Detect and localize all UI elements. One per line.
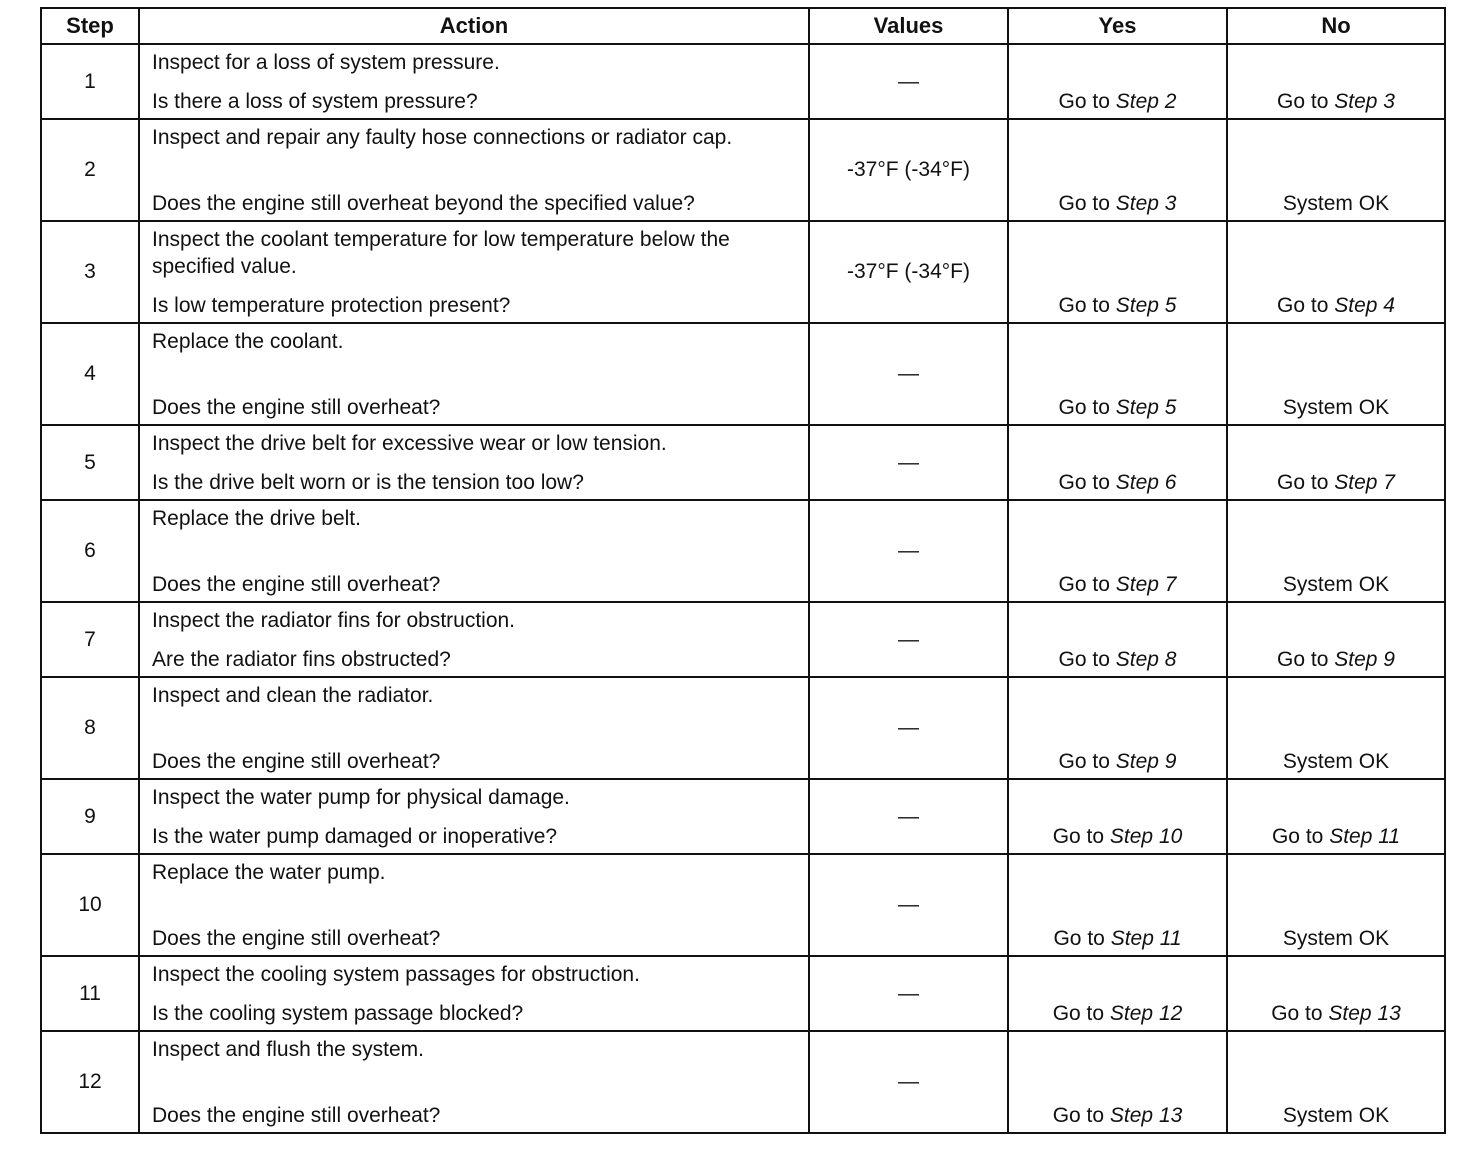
table-row: [41, 854, 1445, 956]
yes-cell: [1008, 119, 1227, 221]
action-text: [152, 324, 798, 424]
no-cell: [1227, 323, 1445, 425]
action-line: Inspect the coolant temperature for low temperature below the specified value.: [152, 228, 730, 278]
table-row: [41, 44, 1445, 119]
action-text: [152, 426, 798, 499]
yes-cell: [1008, 425, 1227, 500]
yes-prefix: Go to: [1058, 396, 1110, 419]
yes-prefix: Go to: [1053, 927, 1105, 950]
table-row: [41, 500, 1445, 602]
no-prefix: Go to: [1271, 1002, 1323, 1025]
yes-prefix: Go to: [1058, 750, 1110, 773]
yes-step-ref: Step 6: [1115, 471, 1177, 494]
header-step: Step: [41, 8, 139, 44]
action-line: Does the engine still overheat?: [152, 927, 441, 950]
no-step-ref: Step 3: [1334, 90, 1395, 113]
no-prefix: System OK: [1282, 192, 1390, 215]
step-number: 10: [41, 854, 139, 956]
table-row: [41, 956, 1445, 1031]
yes-prefix: Go to: [1052, 1104, 1105, 1127]
header-no: No: [1227, 8, 1445, 44]
action-cell: [139, 1031, 809, 1133]
header-values: Values: [809, 8, 1008, 44]
value-cell: —: [809, 677, 1008, 779]
yes-step-ref: Step 8: [1115, 648, 1177, 671]
action-line: Inspect and flush the system.: [152, 1038, 424, 1061]
action-text: [152, 855, 798, 955]
action-line: Inspect the radiator fins for obstruction.: [152, 609, 516, 632]
action-line: Does the engine still overheat?: [152, 750, 441, 773]
yes-step-ref: Step 11: [1110, 927, 1182, 950]
step-number: 12: [41, 1031, 139, 1133]
action-text: [152, 120, 798, 220]
diagnostic-table: [40, 7, 1446, 1134]
action-text: [152, 957, 798, 1030]
yes-cell: [1008, 779, 1227, 854]
yes-cell: [1008, 500, 1227, 602]
action-cell: [139, 677, 809, 779]
no-prefix: Go to: [1277, 471, 1329, 494]
action-text: [152, 603, 798, 676]
action-text: [152, 678, 798, 778]
no-prefix: Go to: [1277, 294, 1329, 317]
action-cell: [139, 119, 809, 221]
action-text: [152, 222, 798, 322]
no-prefix: Go to: [1271, 825, 1324, 848]
action-line: Is the drive belt worn or is the tension too low?: [152, 471, 584, 494]
action-line: Inspect the cooling system passages for obstruction.: [152, 963, 640, 986]
step-number: 3: [41, 221, 139, 323]
no-prefix: Go to: [1277, 648, 1329, 671]
yes-step-ref: Step 13: [1109, 1104, 1183, 1127]
value-cell: —: [809, 602, 1008, 677]
yes-step-ref: Step 5: [1115, 396, 1177, 419]
yes-step-ref: Step 10: [1109, 825, 1183, 848]
action-cell: [139, 323, 809, 425]
no-cell: [1227, 1031, 1445, 1133]
action-line: Inspect and repair any faulty hose connections or radiator cap.: [152, 126, 733, 149]
no-prefix: Go to: [1277, 90, 1329, 113]
no-prefix: System OK: [1282, 396, 1390, 419]
value-cell: —: [809, 44, 1008, 119]
yes-cell: [1008, 602, 1227, 677]
yes-prefix: Go to: [1058, 648, 1110, 671]
yes-cell: [1008, 323, 1227, 425]
no-cell: [1227, 956, 1445, 1031]
action-text: [152, 1032, 798, 1132]
table-row: [41, 1031, 1445, 1133]
yes-cell: [1008, 221, 1227, 323]
yes-step-ref: Step 9: [1115, 750, 1177, 773]
no-cell: [1227, 119, 1445, 221]
no-cell: [1227, 425, 1445, 500]
action-line: Does the engine still overheat?: [152, 396, 441, 419]
no-step-ref: Step 4: [1334, 294, 1395, 317]
action-line: Does the engine still overheat?: [152, 573, 441, 596]
action-line: Inspect the drive belt for excessive wear or low tension.: [152, 432, 667, 455]
step-number: 9: [41, 779, 139, 854]
header-yes: Yes: [1008, 8, 1227, 44]
yes-prefix: Go to: [1058, 192, 1110, 215]
yes-step-ref: Step 5: [1115, 294, 1177, 317]
action-line: Is low temperature protection present?: [152, 294, 511, 317]
yes-cell: [1008, 44, 1227, 119]
yes-step-ref: Step 2: [1115, 90, 1177, 113]
table-row: [41, 221, 1445, 323]
no-cell: [1227, 44, 1445, 119]
action-line: Are the radiator fins obstructed?: [152, 648, 451, 671]
no-cell: [1227, 221, 1445, 323]
action-line: Replace the drive belt.: [152, 507, 361, 530]
action-line: Does the engine still overheat?: [152, 1104, 441, 1127]
table-row: [41, 425, 1445, 500]
step-number: 5: [41, 425, 139, 500]
yes-prefix: Go to: [1052, 1002, 1105, 1025]
no-prefix: System OK: [1282, 750, 1390, 773]
no-step-ref: Step 7: [1334, 471, 1395, 494]
action-line: Inspect the water pump for physical damage.: [152, 786, 570, 809]
action-line: Inspect for a loss of system pressure.: [152, 51, 500, 74]
action-line: Replace the coolant.: [152, 330, 344, 353]
action-cell: [139, 425, 809, 500]
action-cell: [139, 602, 809, 677]
step-number: 7: [41, 602, 139, 677]
value-cell: —: [809, 500, 1008, 602]
yes-cell: [1008, 1031, 1227, 1133]
table-row: [41, 677, 1445, 779]
no-step-ref: Step 9: [1334, 648, 1395, 671]
no-prefix: System OK: [1282, 927, 1390, 950]
yes-step-ref: Step 12: [1109, 1002, 1183, 1025]
step-number: 8: [41, 677, 139, 779]
table-row: [41, 323, 1445, 425]
value-cell: —: [809, 956, 1008, 1031]
no-step-ref: Step 11: [1329, 825, 1401, 848]
action-cell: [139, 779, 809, 854]
action-text: [152, 780, 798, 853]
action-cell: [139, 500, 809, 602]
no-cell: [1227, 602, 1445, 677]
yes-prefix: Go to: [1058, 471, 1110, 494]
action-line: Is the water pump damaged or inoperative?: [152, 825, 558, 848]
value-cell: —: [809, 1031, 1008, 1133]
value-cell: —: [809, 854, 1008, 956]
action-line: Does the engine still overheat beyond the specified value?: [152, 192, 695, 215]
no-prefix: System OK: [1282, 1104, 1390, 1127]
table-row: [41, 602, 1445, 677]
value-cell: -37°F (-34°F): [809, 221, 1008, 323]
step-number: 11: [41, 956, 139, 1031]
value-cell: —: [809, 425, 1008, 500]
value-cell: —: [809, 323, 1008, 425]
action-cell: [139, 44, 809, 119]
action-line: Replace the water pump.: [152, 861, 386, 884]
header-action: Action: [139, 8, 809, 44]
yes-step-ref: Step 3: [1115, 192, 1177, 215]
no-cell: [1227, 500, 1445, 602]
no-cell: [1227, 677, 1445, 779]
no-step-ref: Step 13: [1328, 1002, 1401, 1025]
step-number: 6: [41, 500, 139, 602]
action-text: [152, 501, 798, 601]
action-cell: [139, 221, 809, 323]
value-cell: —: [809, 779, 1008, 854]
yes-step-ref: Step 7: [1115, 573, 1177, 596]
yes-prefix: Go to: [1052, 825, 1105, 848]
action-line: Is there a loss of system pressure?: [152, 90, 478, 113]
value-cell: -37°F (-34°F): [809, 119, 1008, 221]
no-cell: [1227, 779, 1445, 854]
action-line: Is the cooling system passage blocked?: [152, 1002, 524, 1025]
yes-prefix: Go to: [1058, 573, 1110, 596]
yes-cell: [1008, 956, 1227, 1031]
yes-prefix: Go to: [1058, 294, 1110, 317]
header-row: [41, 8, 1445, 44]
step-number: 4: [41, 323, 139, 425]
yes-prefix: Go to: [1058, 90, 1110, 113]
no-cell: [1227, 854, 1445, 956]
no-prefix: System OK: [1282, 573, 1390, 596]
action-cell: [139, 956, 809, 1031]
step-number: 2: [41, 119, 139, 221]
yes-cell: [1008, 677, 1227, 779]
action-text: [152, 45, 798, 118]
action-line: Inspect and clean the radiator.: [152, 684, 434, 707]
step-number: 1: [41, 44, 139, 119]
table-row: [41, 779, 1445, 854]
action-cell: [139, 854, 809, 956]
yes-cell: [1008, 854, 1227, 956]
table-row: [41, 119, 1445, 221]
